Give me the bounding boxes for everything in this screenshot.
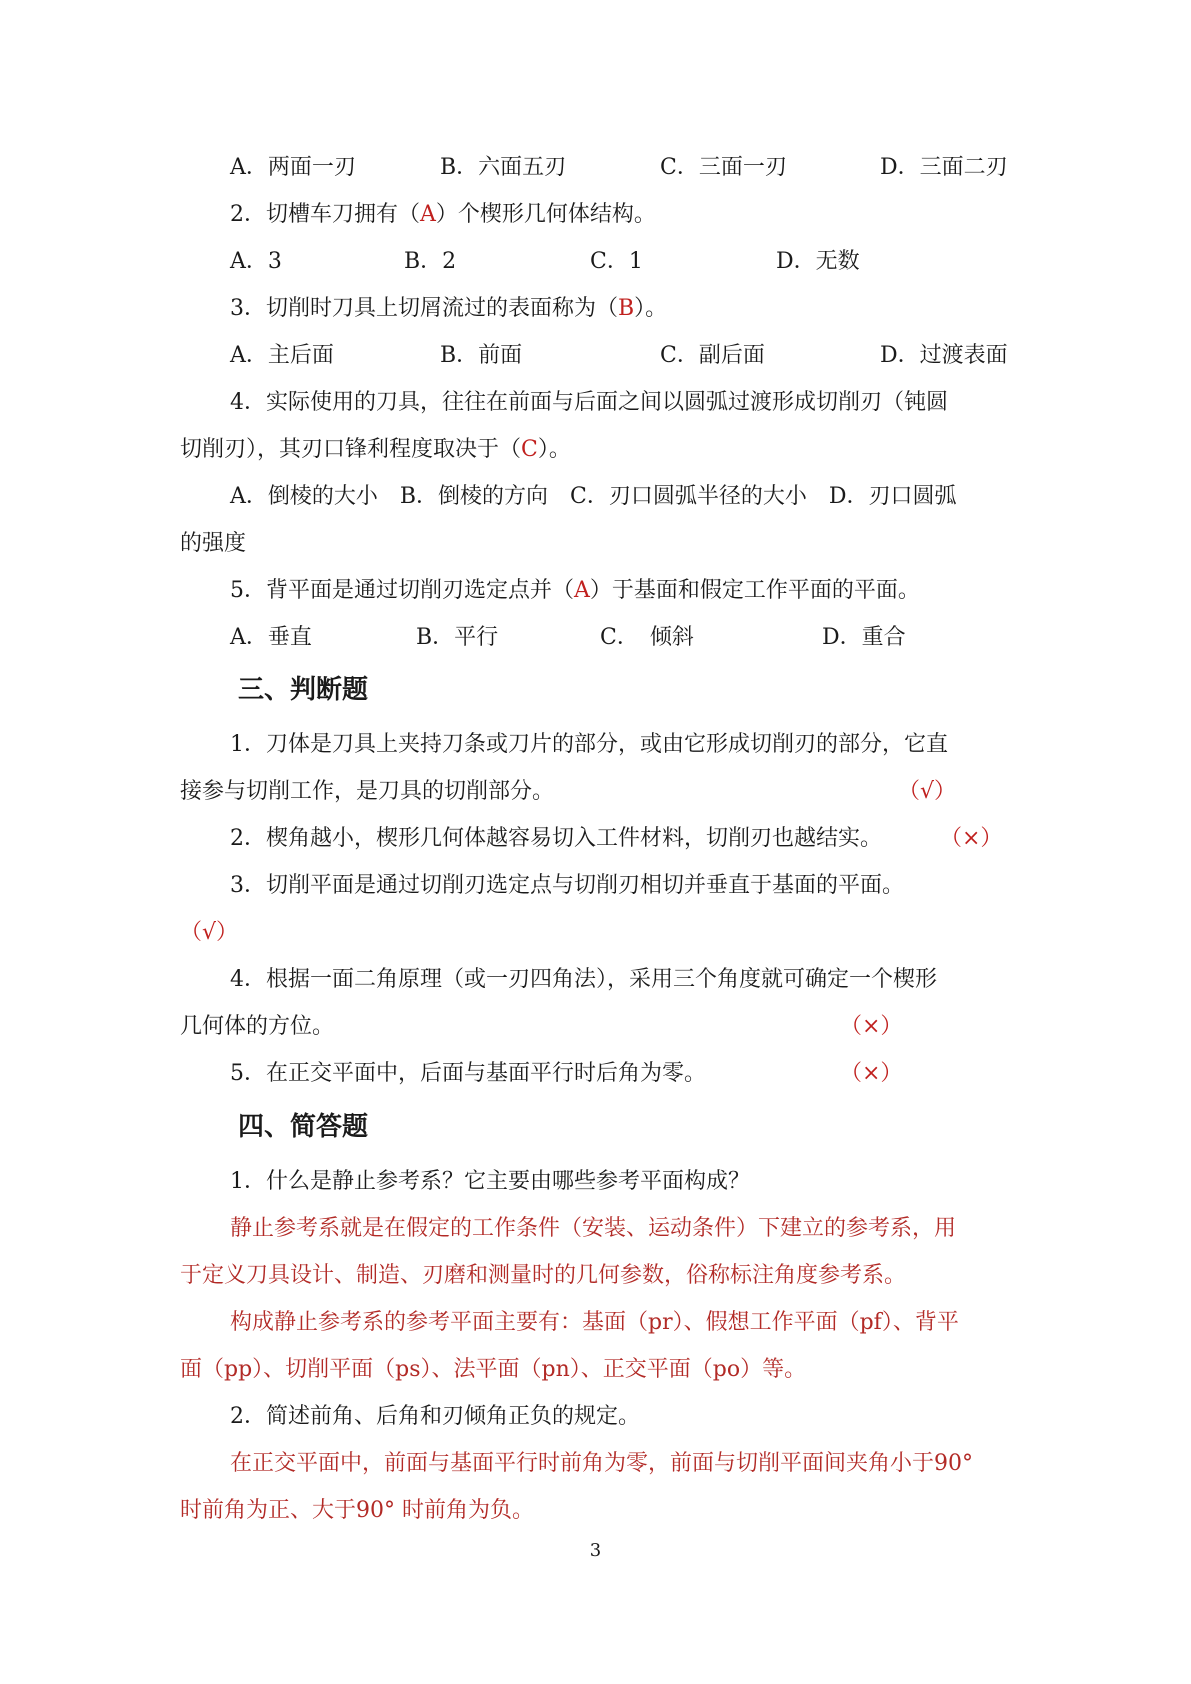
q4-options-cont: 的强度 bbox=[180, 531, 247, 556]
tf-5: 5．在正交平面中，后面与基面平行时后角为零。 bbox=[230, 1061, 706, 1086]
question-3-answer: B bbox=[618, 296, 635, 321]
question-5 bbox=[230, 576, 920, 606]
q5-option-a: A．垂直 bbox=[230, 625, 312, 650]
question-4-text-post: ）。 bbox=[537, 437, 571, 462]
tf-3: 3．切削平面是通过切削刃选定点与切削刃相切并垂直于基面的平面。 bbox=[230, 873, 904, 898]
sa-answer-2-line2: 时前角为正、大于90° 时前角为负。 bbox=[180, 1498, 534, 1523]
q4-options: A．倒棱的大小 B．倒棱的方向 C．刃口圆弧半径的大小 D．刃口圆弧 bbox=[230, 484, 957, 509]
page-number: 3 bbox=[589, 1540, 602, 1561]
tf-5-mark: （×） bbox=[840, 1061, 903, 1086]
tf-2-mark: （×） bbox=[940, 826, 1003, 851]
question-2-answer: A bbox=[420, 202, 436, 227]
question-3-text-pre: 3．切削时刀具上切屑流过的表面称为（ bbox=[230, 296, 618, 321]
question-4-line2 bbox=[180, 435, 571, 465]
question-2-text-post: ）个楔形几何体结构。 bbox=[435, 202, 656, 227]
q2-option-d: D．无数 bbox=[776, 249, 860, 274]
tf-1-mark: （√） bbox=[898, 779, 957, 804]
sa-answer-1-line2: 于定义刀具设计、制造、刃磨和测量时的几何参数，俗称标注角度参考系。 bbox=[180, 1263, 907, 1288]
q2-option-c: C．1 bbox=[590, 249, 643, 274]
sa-question-1: 1．什么是静止参考系？它主要由哪些参考平面构成？ bbox=[230, 1169, 750, 1194]
question-4-answer: C bbox=[521, 437, 538, 462]
question-5-answer: A bbox=[574, 578, 590, 603]
sa-answer-2-line1: 在正交平面中，前面与基面平行时前角为零，前面与切削平面间夹角小于90° bbox=[230, 1451, 973, 1476]
q5-option-d: D．重合 bbox=[822, 625, 906, 650]
question-2-text-pre: 2．切槽车刀拥有（ bbox=[230, 202, 420, 227]
tf-1-line2: 接参与切削工作，是刀具的切削部分。 bbox=[180, 779, 555, 804]
section-4-title: 四、简答题 bbox=[238, 1112, 369, 1142]
q3-option-c: C．副后面 bbox=[660, 343, 765, 368]
question-5-text-post: ）于基面和假定工作平面的平面。 bbox=[589, 578, 920, 603]
q3-option-d: D．过渡表面 bbox=[880, 343, 1008, 368]
q2-option-a: A．3 bbox=[230, 249, 282, 274]
sa-answer-1-line4: 面（pp）、切削平面（ps）、法平面（pn）、正交平面（po）等。 bbox=[180, 1357, 807, 1382]
q3-option-b: B．前面 bbox=[440, 343, 523, 368]
q3-option-a: A．主后面 bbox=[230, 343, 334, 368]
q1-option-d: D．三面二刃 bbox=[880, 155, 1008, 180]
question-3 bbox=[230, 294, 667, 324]
section-3-title: 三、判断题 bbox=[238, 675, 369, 705]
question-4-text-pre: 切削刃），其刃口锋利程度取决于（ bbox=[180, 437, 522, 462]
tf-3-mark: （√） bbox=[180, 920, 239, 945]
tf-1-line1: 1．刀体是刀具上夹持刀条或刀片的部分，或由它形成切削刃的部分，它直 bbox=[230, 732, 948, 757]
question-2 bbox=[230, 200, 656, 230]
question-4-line1: 4．实际使用的刀具，往往在前面与后面之间以圆弧过渡形成切削刃（钝圆 bbox=[230, 390, 948, 415]
question-5-text-pre: 5．背平面是通过切削刃选定点并（ bbox=[230, 578, 574, 603]
tf-4-mark: （×） bbox=[840, 1014, 903, 1039]
sa-answer-1-line1: 静止参考系就是在假定的工作条件（安装、运动条件）下建立的参考系，用 bbox=[230, 1216, 957, 1241]
question-3-text-post: ）。 bbox=[634, 296, 668, 321]
sa-question-2: 2．简述前角、后角和刃倾角正负的规定。 bbox=[230, 1404, 640, 1429]
q1-option-c: C．三面一刃 bbox=[660, 155, 787, 180]
tf-4-line1: 4．根据一面二角原理（或一刃四角法），采用三个角度就可确定一个楔形 bbox=[230, 967, 937, 992]
tf-2: 2．楔角越小，楔形几何体越容易切入工件材料，切削刃也越结实。 bbox=[230, 826, 882, 851]
q5-option-b: B．平行 bbox=[416, 625, 499, 650]
sa-answer-1-line3: 构成静止参考系的参考平面主要有：基面（pr）、假想工作平面（pf）、背平 bbox=[230, 1310, 959, 1335]
q1-option-a: A．两面一刃 bbox=[230, 155, 356, 180]
q1-option-b: B．六面五刃 bbox=[440, 155, 567, 180]
tf-4-line2: 几何体的方位。 bbox=[180, 1014, 335, 1039]
q5-option-c: C． 倾斜 bbox=[600, 625, 694, 650]
q2-option-b: B．2 bbox=[404, 249, 457, 274]
